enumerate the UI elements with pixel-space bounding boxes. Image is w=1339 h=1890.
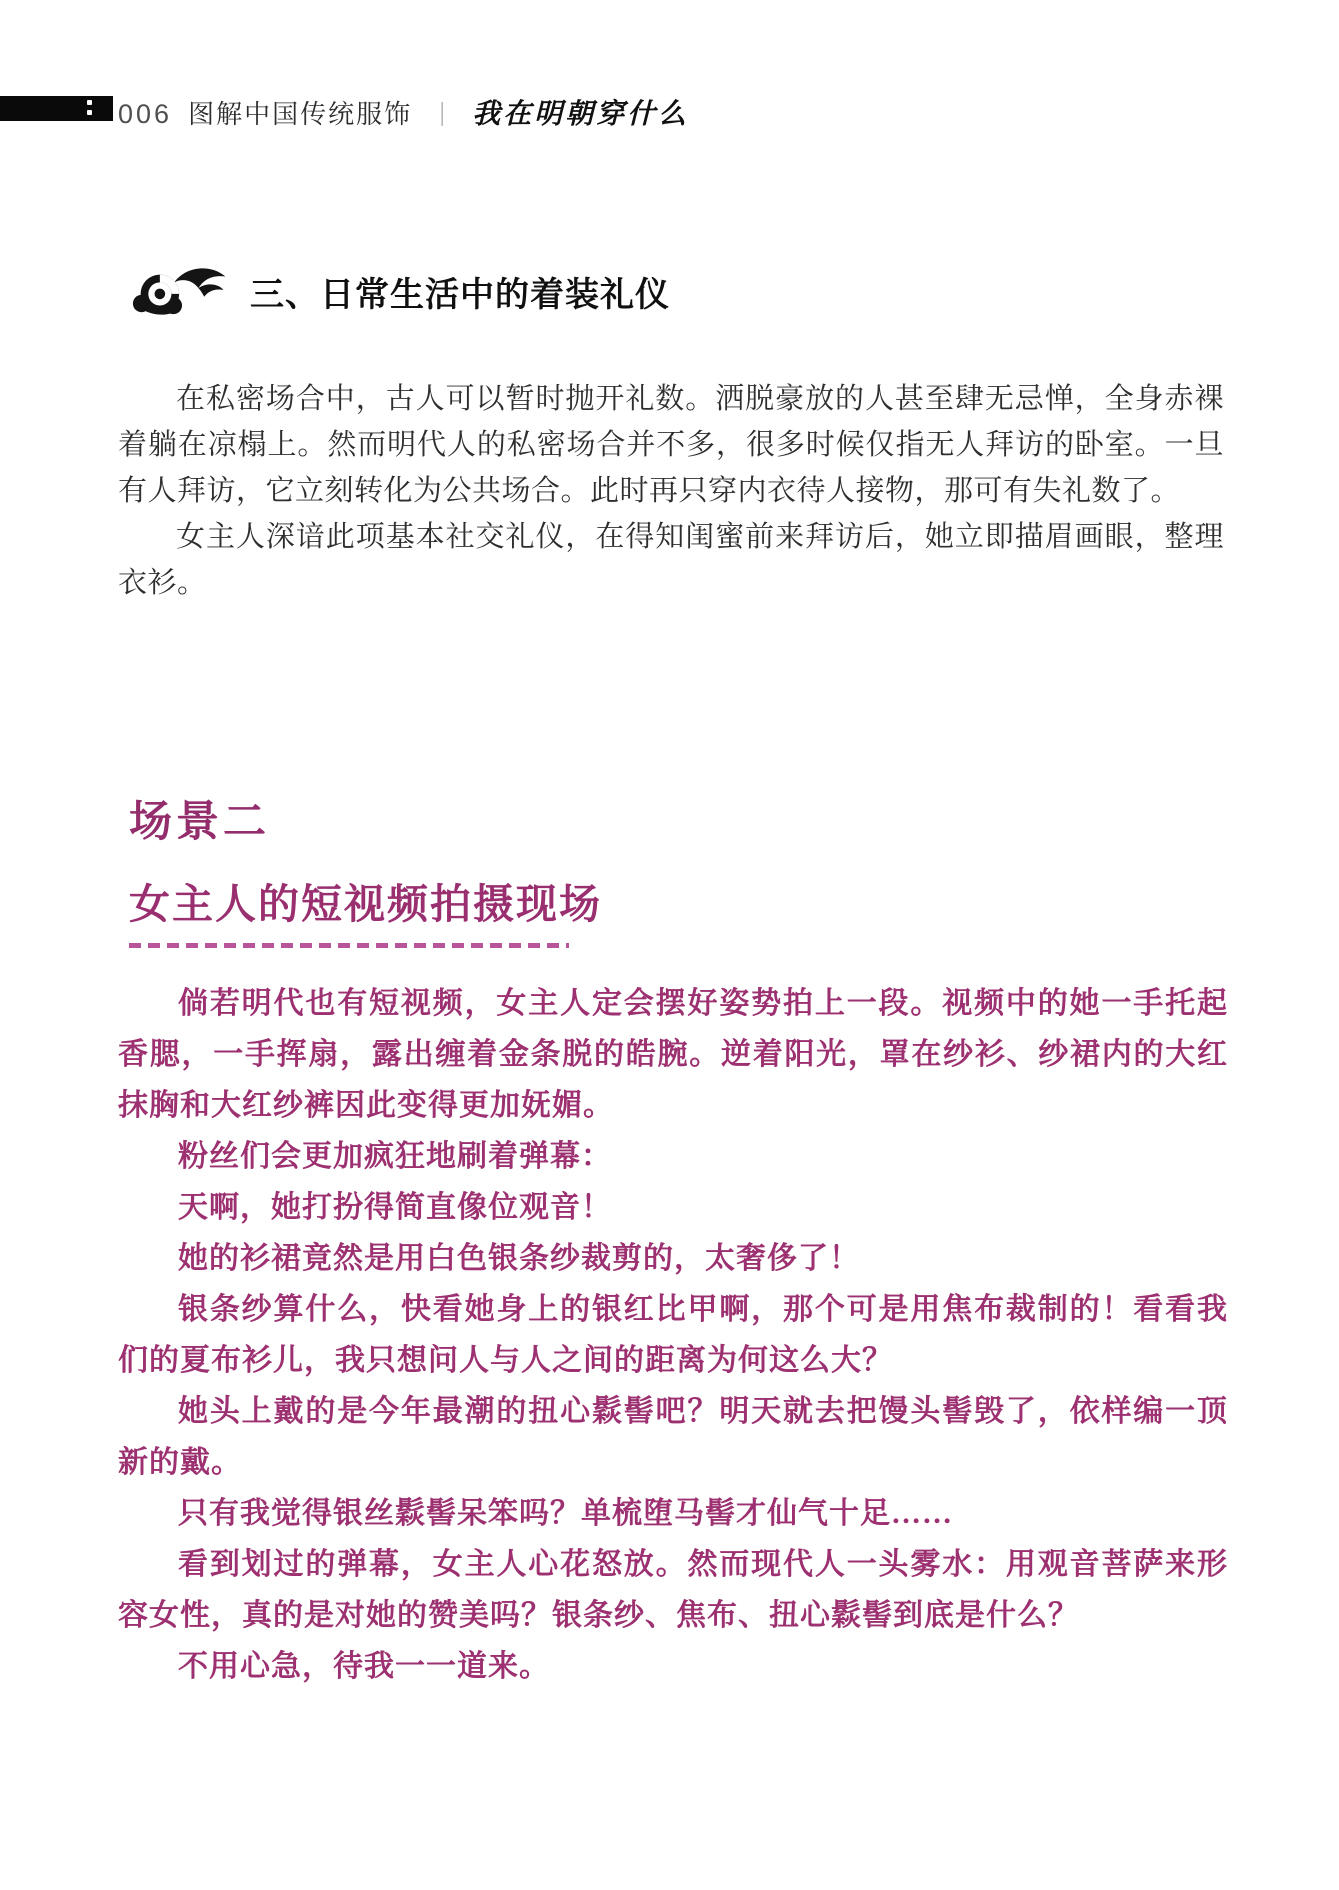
section-title: 三、日常生活中的着装礼仪 xyxy=(250,275,670,314)
scene-body xyxy=(118,978,1228,1692)
series-title: 图解中国传统服饰 xyxy=(188,99,413,129)
scene-paragraph: 不用心急，待我一一道来。 xyxy=(178,1650,550,1683)
section-body xyxy=(118,376,1224,606)
book-title: 我在明朝穿什么 xyxy=(472,99,690,130)
section-heading xyxy=(130,262,670,320)
scene-label: 场景二 xyxy=(129,799,270,846)
page-number: 006 xyxy=(118,99,173,129)
auspicious-cloud-icon xyxy=(130,262,236,320)
body-paragraph: 女主人深谙此项基本社交礼仪，在得知闺蜜前来拜访后，她立即描眉画眼，整理衣衫。 xyxy=(118,521,1224,599)
scene-title: 女主人的短视频拍摄现场 xyxy=(129,881,602,927)
header-divider: ｜ xyxy=(430,102,455,129)
scene-paragraph: 她的衫裙竟然是用白色银条纱裁剪的，太奢侈了！ xyxy=(178,1242,860,1275)
chapter-tab xyxy=(0,96,113,121)
dashed-underline xyxy=(129,943,569,948)
scene-paragraph: 她头上戴的是今年最潮的扭心鬏髻吧？明天就去把馒头髻毁了，依样编一顶新的戴。 xyxy=(118,1395,1228,1479)
header-line xyxy=(118,92,689,132)
scene-heading xyxy=(129,788,602,948)
scene-paragraph: 粉丝们会更加疯狂地刷着弹幕： xyxy=(178,1140,612,1173)
scene-paragraph: 看到划过的弹幕，女主人心花怒放。然而现代人一头雾水：用观音菩萨来形容女性，真的是对她的赞美吗？银条纱、焦布、扭心鬏髻到底是什么？ xyxy=(118,1548,1228,1632)
scene-paragraph: 只有我觉得银丝鬏髻呆笨吗？单梳堕马髻才仙气十足…… xyxy=(178,1497,953,1530)
scene-paragraph: 天啊，她打扮得简直像位观音！ xyxy=(178,1191,612,1224)
colon-dots-icon xyxy=(87,100,92,115)
body-paragraph: 在私密场合中，古人可以暂时抛开礼数。洒脱豪放的人甚至肆无忌惮，全身赤裸着躺在凉榻上。然而明代人的私密场合并不多，很多时候仅指无人拜访的卧室。一旦有人拜访，它立刻转化为公共场合。此时再只穿内衣待人接物，那可有失礼数了。 xyxy=(118,383,1224,507)
scene-paragraph: 倘若明代也有短视频，女主人定会摆好姿势拍上一段。视频中的她一手托起香腮，一手挥扇，露出缠着金条脱的皓腕。逆着阳光，罩在纱衫、纱裙内的大红抹胸和大红纱裤因此变得更加妩媚。 xyxy=(118,987,1228,1122)
scene-paragraph: 银条纱算什么，快看她身上的银红比甲啊，那个可是用焦布裁制的！看看我们的夏布衫儿，我只想问人与人之间的距离为何这么大？ xyxy=(118,1293,1228,1377)
page-header xyxy=(0,92,1339,130)
